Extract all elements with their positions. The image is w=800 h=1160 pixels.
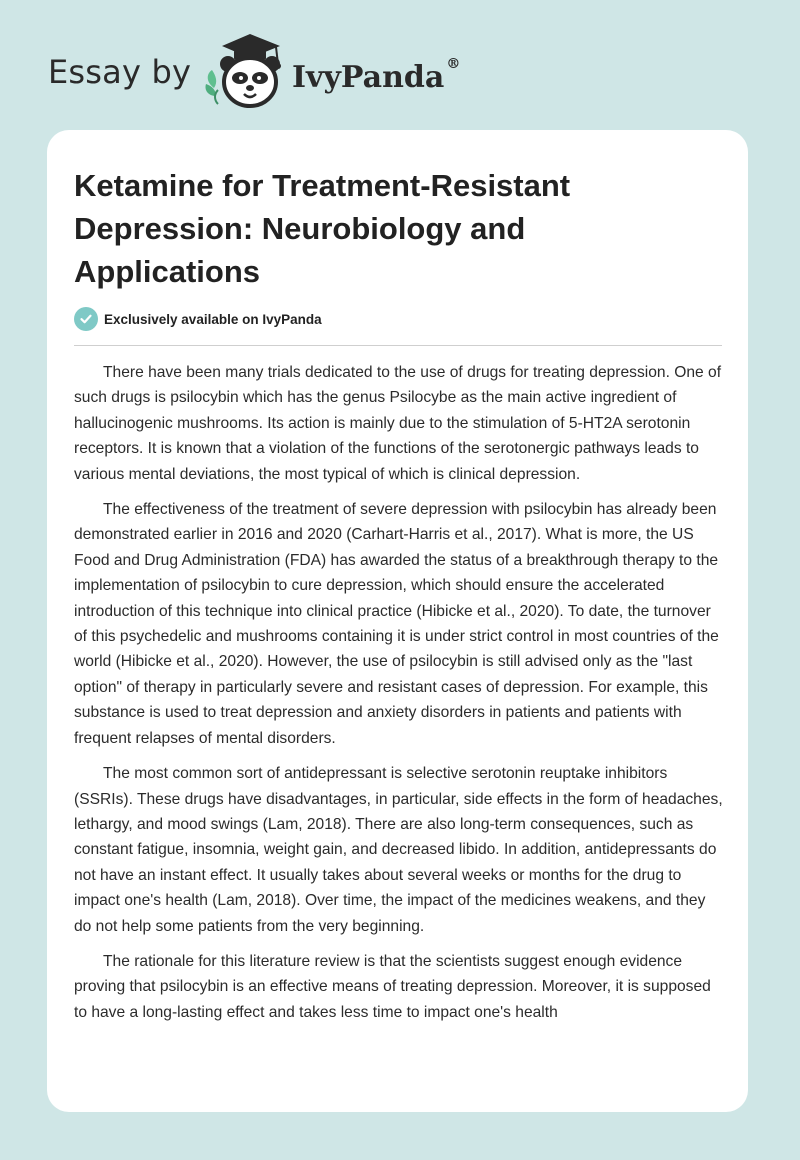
brand-name[interactable]: [292, 52, 460, 98]
paragraph: The effectiveness of the treatment of severe depression with psilocybin has already been demonstrated earlier in 2016 and 2020 (Carhart-Harris et al., 2017). What is more, the US Food and Drug Administration (FDA) has awarded the status of a breakthrough therapy to the implementation of psilocybin to cure depression, which should ensure the accelerated introduction of this technique into clinical practice (Hibicke et al., 2020). To date, the turnover of this psychedelic and mushrooms containing it is under strict control in most countries of the world (Hibicke et al., 2020). However, the use of psilocybin is still advised only as the "last option" of therapy in particularly severe and resistant cases of depression. For example, this substance is used to treat depression and anxiety disorders in patients and patients with frequent relapses of mental disorders.: [74, 501, 719, 747]
check-badge-icon: [74, 307, 98, 331]
panda-graduate-logo-icon[interactable]: [200, 30, 290, 110]
paragraph: The most common sort of antidepressant is selective serotonin reuptake inhibitors (SSRIs). These drugs have disadvantages, in particular, side effects in the form of headaches, lethargy, and mood swings (Lam, 2018). There are also long-term consequences, such as constant fatigue, insomnia, weight gain, and decreased libido. In addition, antidepressants do not have an instant effect. It usually takes about several weeks or months for the drug to impact one's health (Lam, 2018). Over time, the impact of the medicines weakens, and they do not help some patients from the very beginning.: [74, 765, 723, 935]
essay-by-label: Essay by: [48, 53, 192, 91]
site-header: [0, 0, 800, 130]
exclusive-label: Exclusively available on IvyPanda: [104, 311, 322, 327]
divider: [74, 345, 722, 346]
essay-card: [47, 130, 748, 1112]
brand-name-text: IvyPanda: [292, 60, 445, 95]
paragraph: The rationale for this literature review is that the scientists suggest enough evidence proving that psilocybin is an effective means of treating depression. Moreover, it is supposed to have a long-lasting effect and takes less time to impact one's health: [74, 952, 711, 1021]
exclusive-badge: [74, 306, 322, 332]
essay-body: [74, 360, 724, 1035]
page-title: Ketamine for Treatment-Resistant Depression: Neurobiology and Applications: [74, 168, 571, 289]
paragraph: There have been many trials dedicated to the use of drugs for treating depression. One of such drugs is psilocybin which has the genus Psilocybe as the main active ingredient of hallucinogenic mushrooms. Its action is mainly due to the stimulation of 5-HT2A serotonin receptors. It is known that a violation of the functions of the serotonergic pathways leads to various mental deviations, the most typical of which is clinical depression.: [74, 364, 722, 483]
panda-face-icon: [220, 56, 280, 106]
ivy-leaf-icon: [205, 70, 218, 104]
trademark-symbol: ®: [446, 56, 461, 72]
